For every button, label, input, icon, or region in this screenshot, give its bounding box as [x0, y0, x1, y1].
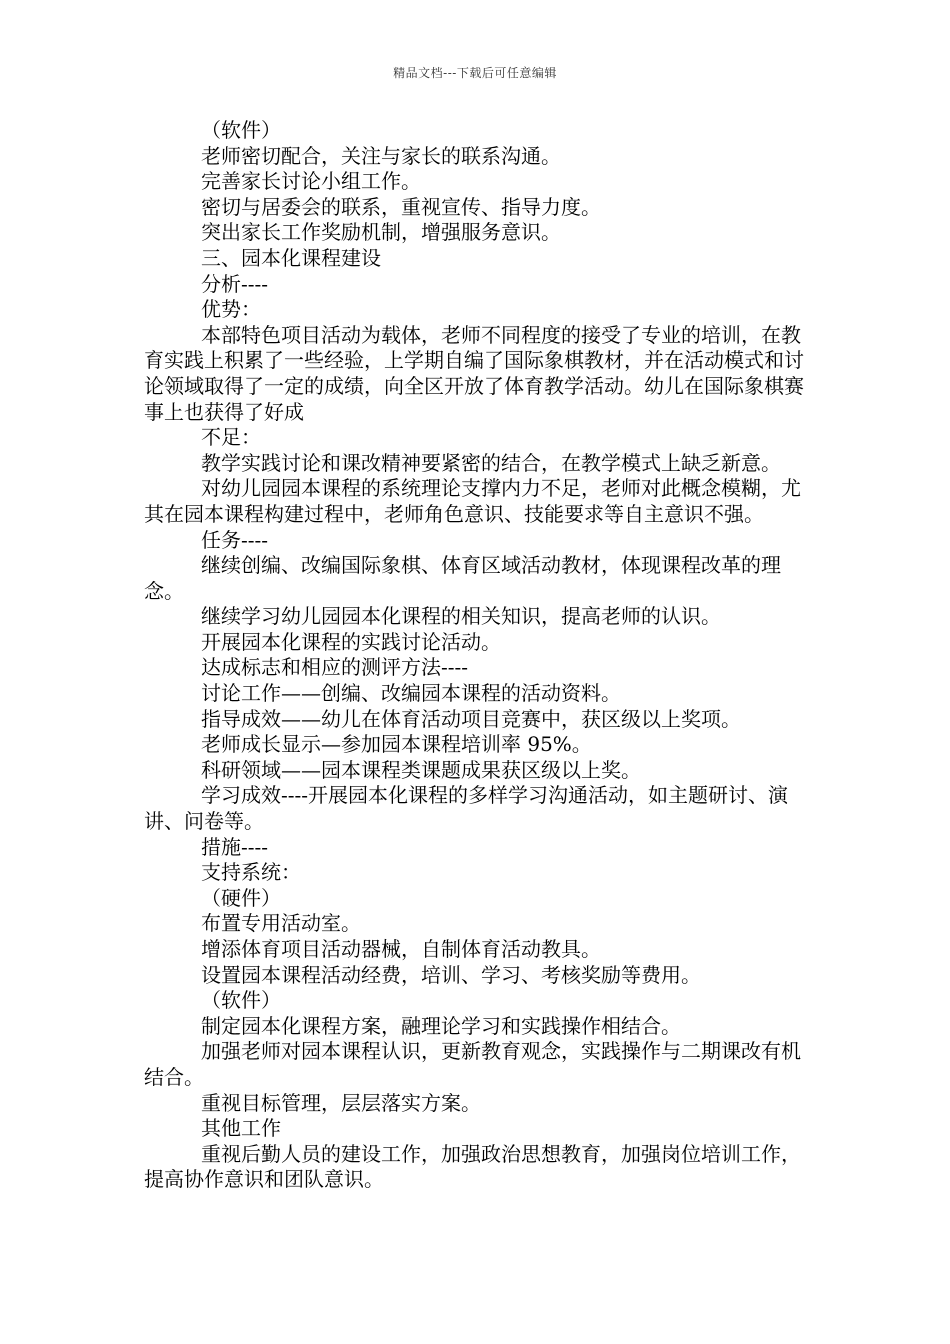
paragraph: （软件） — [201, 988, 281, 1013]
page-header: 精品文档---下载后可任意编辑 — [393, 66, 557, 80]
paragraph: 讨论工作——创编、改编园本课程的活动资料。 — [201, 681, 621, 706]
paragraph: 继续学习幼儿园园本化课程的相关知识，提高老师的认识。 — [201, 604, 721, 629]
paragraph: 重视后勤人员的建设工作，加强政治思想教育，加强岗位培训工作，提高协作意识和团队意识。 — [144, 1141, 801, 1192]
paragraph: 设置园本课程活动经费，培训、学习、考核奖励等费用。 — [201, 962, 701, 987]
paragraph: 本部特色项目活动为载体，老师不同程度的接受了专业的培训，在教育实践上积累了一些经验，上学期自编了国际象棋教材，并在活动模式和讨论领域取得了一定的成绩，向全区开放了体育教学活动。幼儿在国际象棋赛事上也获得了好成 — [144, 322, 804, 424]
paragraph: 其他工作 — [201, 1116, 281, 1141]
paragraph: 分析---- — [201, 271, 269, 296]
paragraph: 学习成效----开展园本化课程的多样学习沟通活动，如主题研讨、演讲、问卷等。 — [144, 783, 789, 834]
document-body — [144, 118, 819, 1193]
paragraph: 制定园本化课程方案，融理论学习和实践操作相结合。 — [201, 1013, 681, 1038]
paragraph: 不足： — [201, 425, 261, 450]
paragraph: 支持系统： — [201, 860, 301, 885]
paragraph: 达成标志和相应的测评方法---- — [201, 655, 469, 680]
paragraph: 指导成效——幼儿在体育活动项目竞赛中，获区级以上奖项。 — [201, 706, 741, 731]
paragraph: 开展园本化课程的实践讨论活动。 — [201, 629, 501, 654]
paragraph: 优势： — [201, 297, 261, 322]
paragraph: 密切与居委会的联系，重视宣传、指导力度。 — [201, 194, 601, 219]
paragraph: 加强老师对园本课程认识，更新教育观念，实践操作与二期课改有机结合。 — [144, 1039, 801, 1089]
paragraph: 老师密切配合，关注与家长的联系沟通。 — [201, 143, 561, 168]
paragraph: 老师成长显示—参加园本课程培训率 95%。 — [201, 732, 592, 757]
paragraph: 任务---- — [201, 527, 269, 552]
paragraph: （软件） — [201, 118, 281, 142]
paragraph: 重视目标管理，层层落实方案。 — [201, 1090, 481, 1115]
paragraph: 完善家长讨论小组工作。 — [201, 169, 421, 194]
paragraph: 科研领域——园本课程类课题成果获区级以上奖。 — [201, 757, 641, 782]
paragraph: 对幼儿园园本课程的系统理论支撑内力不足，老师对此概念模糊，尤其在园本课程构建过程中，老师角色意识、技能要求等自主意识不强。 — [144, 476, 801, 526]
paragraph: 布置专用活动室。 — [201, 911, 361, 936]
paragraph: 增添体育项目活动器械，自制体育活动教具。 — [201, 937, 601, 961]
section-heading: 三、园本化课程建设 — [201, 245, 381, 270]
paragraph: （硬件） — [201, 885, 281, 910]
paragraph: 教学实践讨论和课改精神要紧密的结合，在教学模式上缺乏新意。 — [201, 450, 781, 475]
paragraph: 措施---- — [201, 834, 269, 859]
paragraph: 突出家长工作奖励机制，增强服务意识。 — [201, 220, 561, 245]
paragraph: 继续创编、改编国际象棋、体育区域活动教材，体现课程改革的理念。 — [144, 553, 781, 603]
